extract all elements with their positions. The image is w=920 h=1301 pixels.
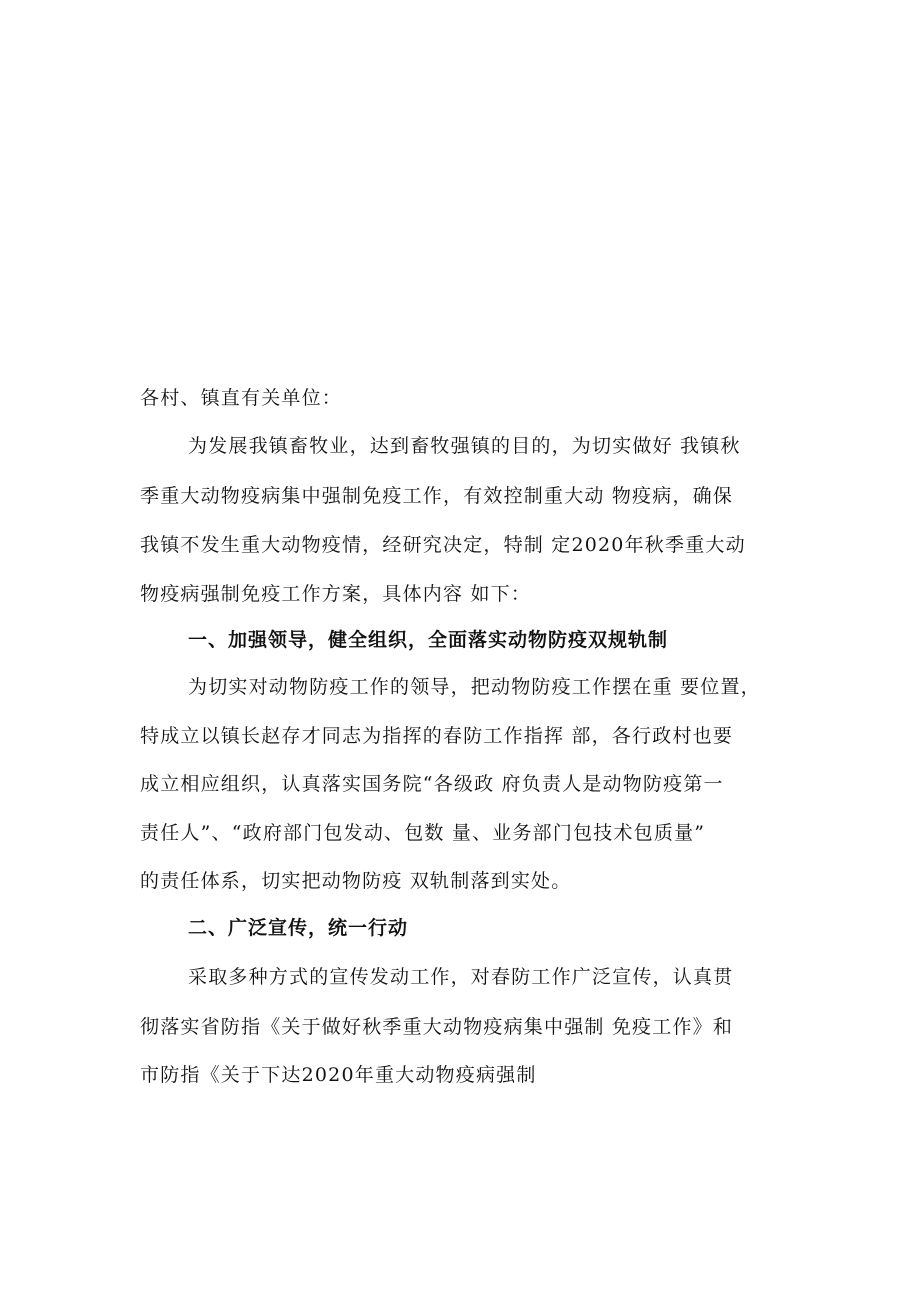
- intro-line: 季重大动物疫病集中强制免疫工作，有效控制重大动 物疫病，确保: [140, 485, 734, 507]
- section-heading-2: 二、广泛宣传，统一行动: [188, 917, 409, 939]
- intro-line: 为发展我镇畜牧业，达到畜牧强镇的目的，为切实做好 我镇秋: [188, 435, 741, 457]
- section1-line: 的责任体系，切实把动物防疫 双轨制落到实处。: [140, 870, 572, 892]
- section1-line: 特成立以镇长赵存才同志为指挥的春防工作指挥 部，各行政村也要: [140, 725, 734, 747]
- intro-line: 物疫病强制免疫工作方案，具体内容 如下：: [140, 583, 532, 605]
- section1-line: 责任人”、“政府部门包发动、包数 量、业务部门包技术包质量”: [140, 822, 706, 844]
- section-heading-1: 一、加强领导，健全组织，全面落实动物防疫双规轨制: [188, 629, 669, 651]
- salutation: 各村、镇直有关单位：: [140, 387, 343, 409]
- section1-line: 为切实对动物防疫工作的领导，把动物防疫工作摆在重 要位置，: [188, 676, 761, 698]
- section2-line: 市防指《关于下达2020年重大动物疫病强制: [140, 1064, 537, 1086]
- section2-line: 彻落实省防指《关于做好秋季重大动物疫病集中强制 免疫工作》和: [140, 1016, 734, 1038]
- section1-line: 成立相应组织，认真落实国务院“各级政 府负责人是动物防疫第一: [140, 773, 724, 795]
- section2-line: 采取多种方式的宣传发动工作，对春防工作广泛宣传，认真贯: [188, 966, 734, 988]
- intro-line: 我镇不发生重大动物疫情，经研究决定，特制 定2020年秋季重大动: [140, 534, 746, 556]
